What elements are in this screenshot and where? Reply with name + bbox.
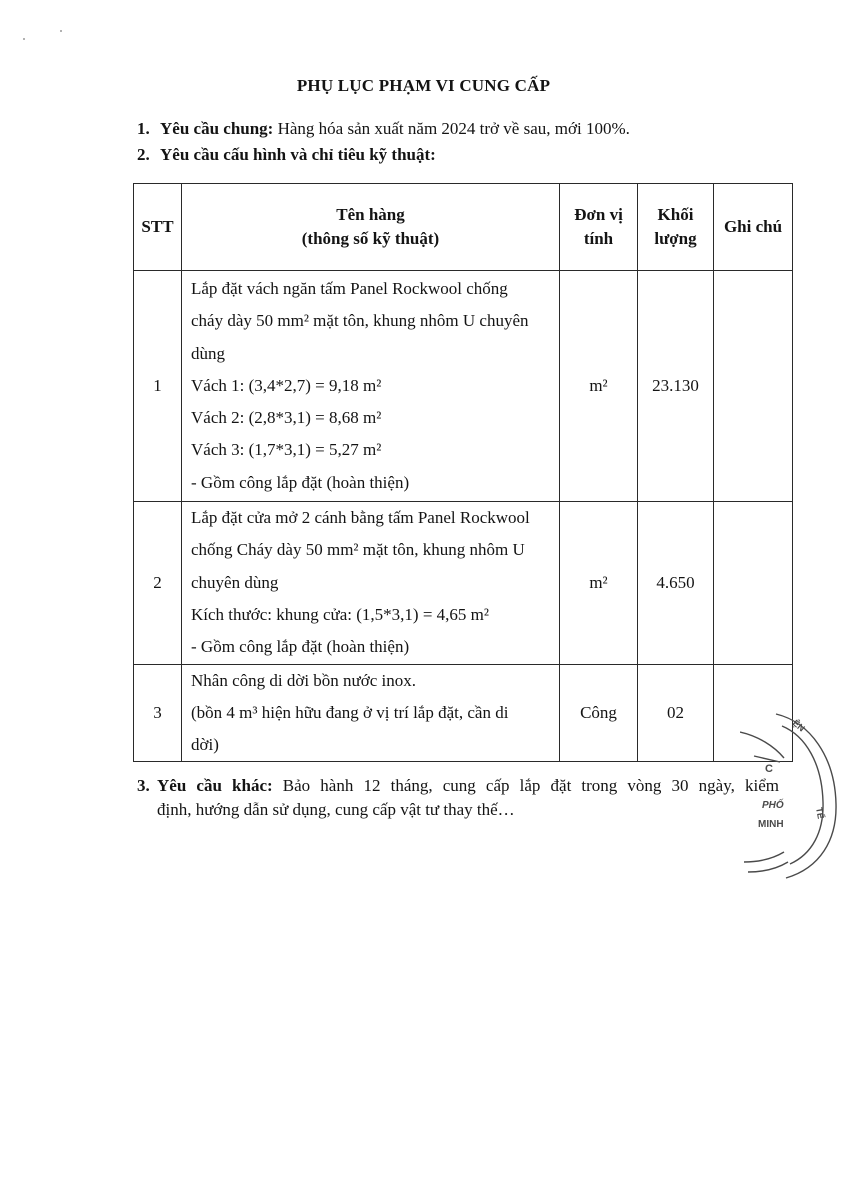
- description-line: cháy dày 50 mm² mặt tôn, khung nhôm U chuyên: [191, 311, 529, 331]
- requirement-label: Yêu cầu cấu hình và chỉ tiêu kỹ thuật:: [160, 145, 436, 164]
- header-name-line2: (thông số kỹ thuật): [301, 229, 440, 248]
- requirement-number: 2.: [137, 145, 150, 164]
- scan-speck: [60, 30, 62, 32]
- header-qty-line2: lượng: [654, 229, 697, 248]
- header-unit-line2: tính: [583, 229, 614, 248]
- description-line: chuyên dùng: [191, 572, 279, 592]
- row-qty: 23.130: [638, 271, 714, 502]
- stamp-text-ien: ỆN: [790, 717, 807, 734]
- requirement-other-line1: [157, 774, 779, 798]
- header-name: [182, 184, 560, 271]
- row-stt: 2: [134, 502, 182, 664]
- row-note: [714, 502, 793, 664]
- stamp-text-minh: MINH: [758, 819, 784, 830]
- header-qty: [638, 184, 714, 271]
- description-line: (bồn 4 m³ hiện hữu đang ở vị trí lắp đặt, cần di: [191, 702, 509, 722]
- table-row: [134, 502, 793, 664]
- description-line: chống Cháy dày 50 mm² mặt tôn, khung nhôm U: [191, 540, 525, 560]
- row-stt: 1: [134, 271, 182, 502]
- description-line: - Gồm công lắp đặt (hoàn thiện): [191, 472, 410, 492]
- description-line: Vách 2: (2,8*3,1) = 8,68 m²: [191, 408, 382, 428]
- row-description: [182, 502, 560, 664]
- header-unit-line1: Đơn vị: [574, 205, 623, 224]
- table-row: [134, 664, 793, 762]
- description-line: Lắp đặt cửa mở 2 cánh bằng tấm Panel Rockwool: [191, 508, 530, 528]
- description-line: dời): [191, 735, 219, 755]
- row-unit: Công: [560, 664, 638, 762]
- description-line: Nhân công di dời bồn nước inox.: [191, 670, 417, 690]
- official-seal-stamp: [740, 712, 847, 892]
- row-unit: m²: [560, 271, 638, 502]
- requirement-config: [137, 145, 436, 165]
- requirement-text: Hàng hóa sản xuất năm 2024 trở về sau, mới 100%.: [273, 119, 630, 138]
- requirement-label: Yêu cầu chung:: [160, 119, 274, 138]
- requirement-number: 1.: [137, 119, 150, 138]
- requirement-text: Bảo hành 12 tháng, cung cấp lắp đặt trong vòng 30 ngày, kiểm: [272, 776, 779, 795]
- header-qty-line1: Khối: [657, 205, 694, 224]
- row-unit: m²: [560, 502, 638, 664]
- requirement-number: 3.: [137, 776, 150, 795]
- requirement-other-line2: định, hướng dẫn sử dụng, cung cấp vật tư thay thế…: [157, 800, 515, 819]
- row-stt: 3: [134, 664, 182, 762]
- page-title: PHỤ LỤC PHẠM VI CUNG CẤP: [296, 76, 551, 95]
- row-description: [182, 271, 560, 502]
- row-note: [714, 271, 793, 502]
- description-line: dùng: [191, 343, 225, 363]
- spec-table: [133, 183, 793, 762]
- requirement-other: [137, 774, 779, 822]
- table-row: [134, 271, 793, 502]
- row-qty: 02: [638, 664, 714, 762]
- row-description: [182, 664, 560, 762]
- requirement-label: Yêu cầu khác:: [157, 776, 273, 795]
- description-line: Vách 1: (3,4*2,7) = 9,18 m²: [191, 375, 382, 395]
- scan-speck: [23, 38, 25, 40]
- header-name-line1: Tên hàng: [336, 205, 405, 224]
- header-note: Ghi chú: [714, 184, 793, 271]
- stamp-text-te: TẾ: [814, 806, 826, 820]
- header-stt: STT: [134, 184, 182, 271]
- row-qty: 4.650: [638, 502, 714, 664]
- description-line: Lắp đặt vách ngăn tấm Panel Rockwool chống: [191, 279, 508, 298]
- stamp-text-pho: PHỐ: [762, 800, 784, 811]
- description-line: Vách 3: (1,7*3,1) = 5,27 m²: [191, 440, 382, 460]
- description-line: Kích thước: khung cửa: (1,5*3,1) = 4,65 m²: [191, 604, 489, 624]
- table-header-row: [134, 184, 793, 271]
- header-unit: [560, 184, 638, 271]
- requirement-general: [137, 119, 630, 139]
- description-line: - Gồm công lắp đặt (hoàn thiện): [191, 637, 410, 657]
- stamp-text-c: C: [765, 763, 773, 775]
